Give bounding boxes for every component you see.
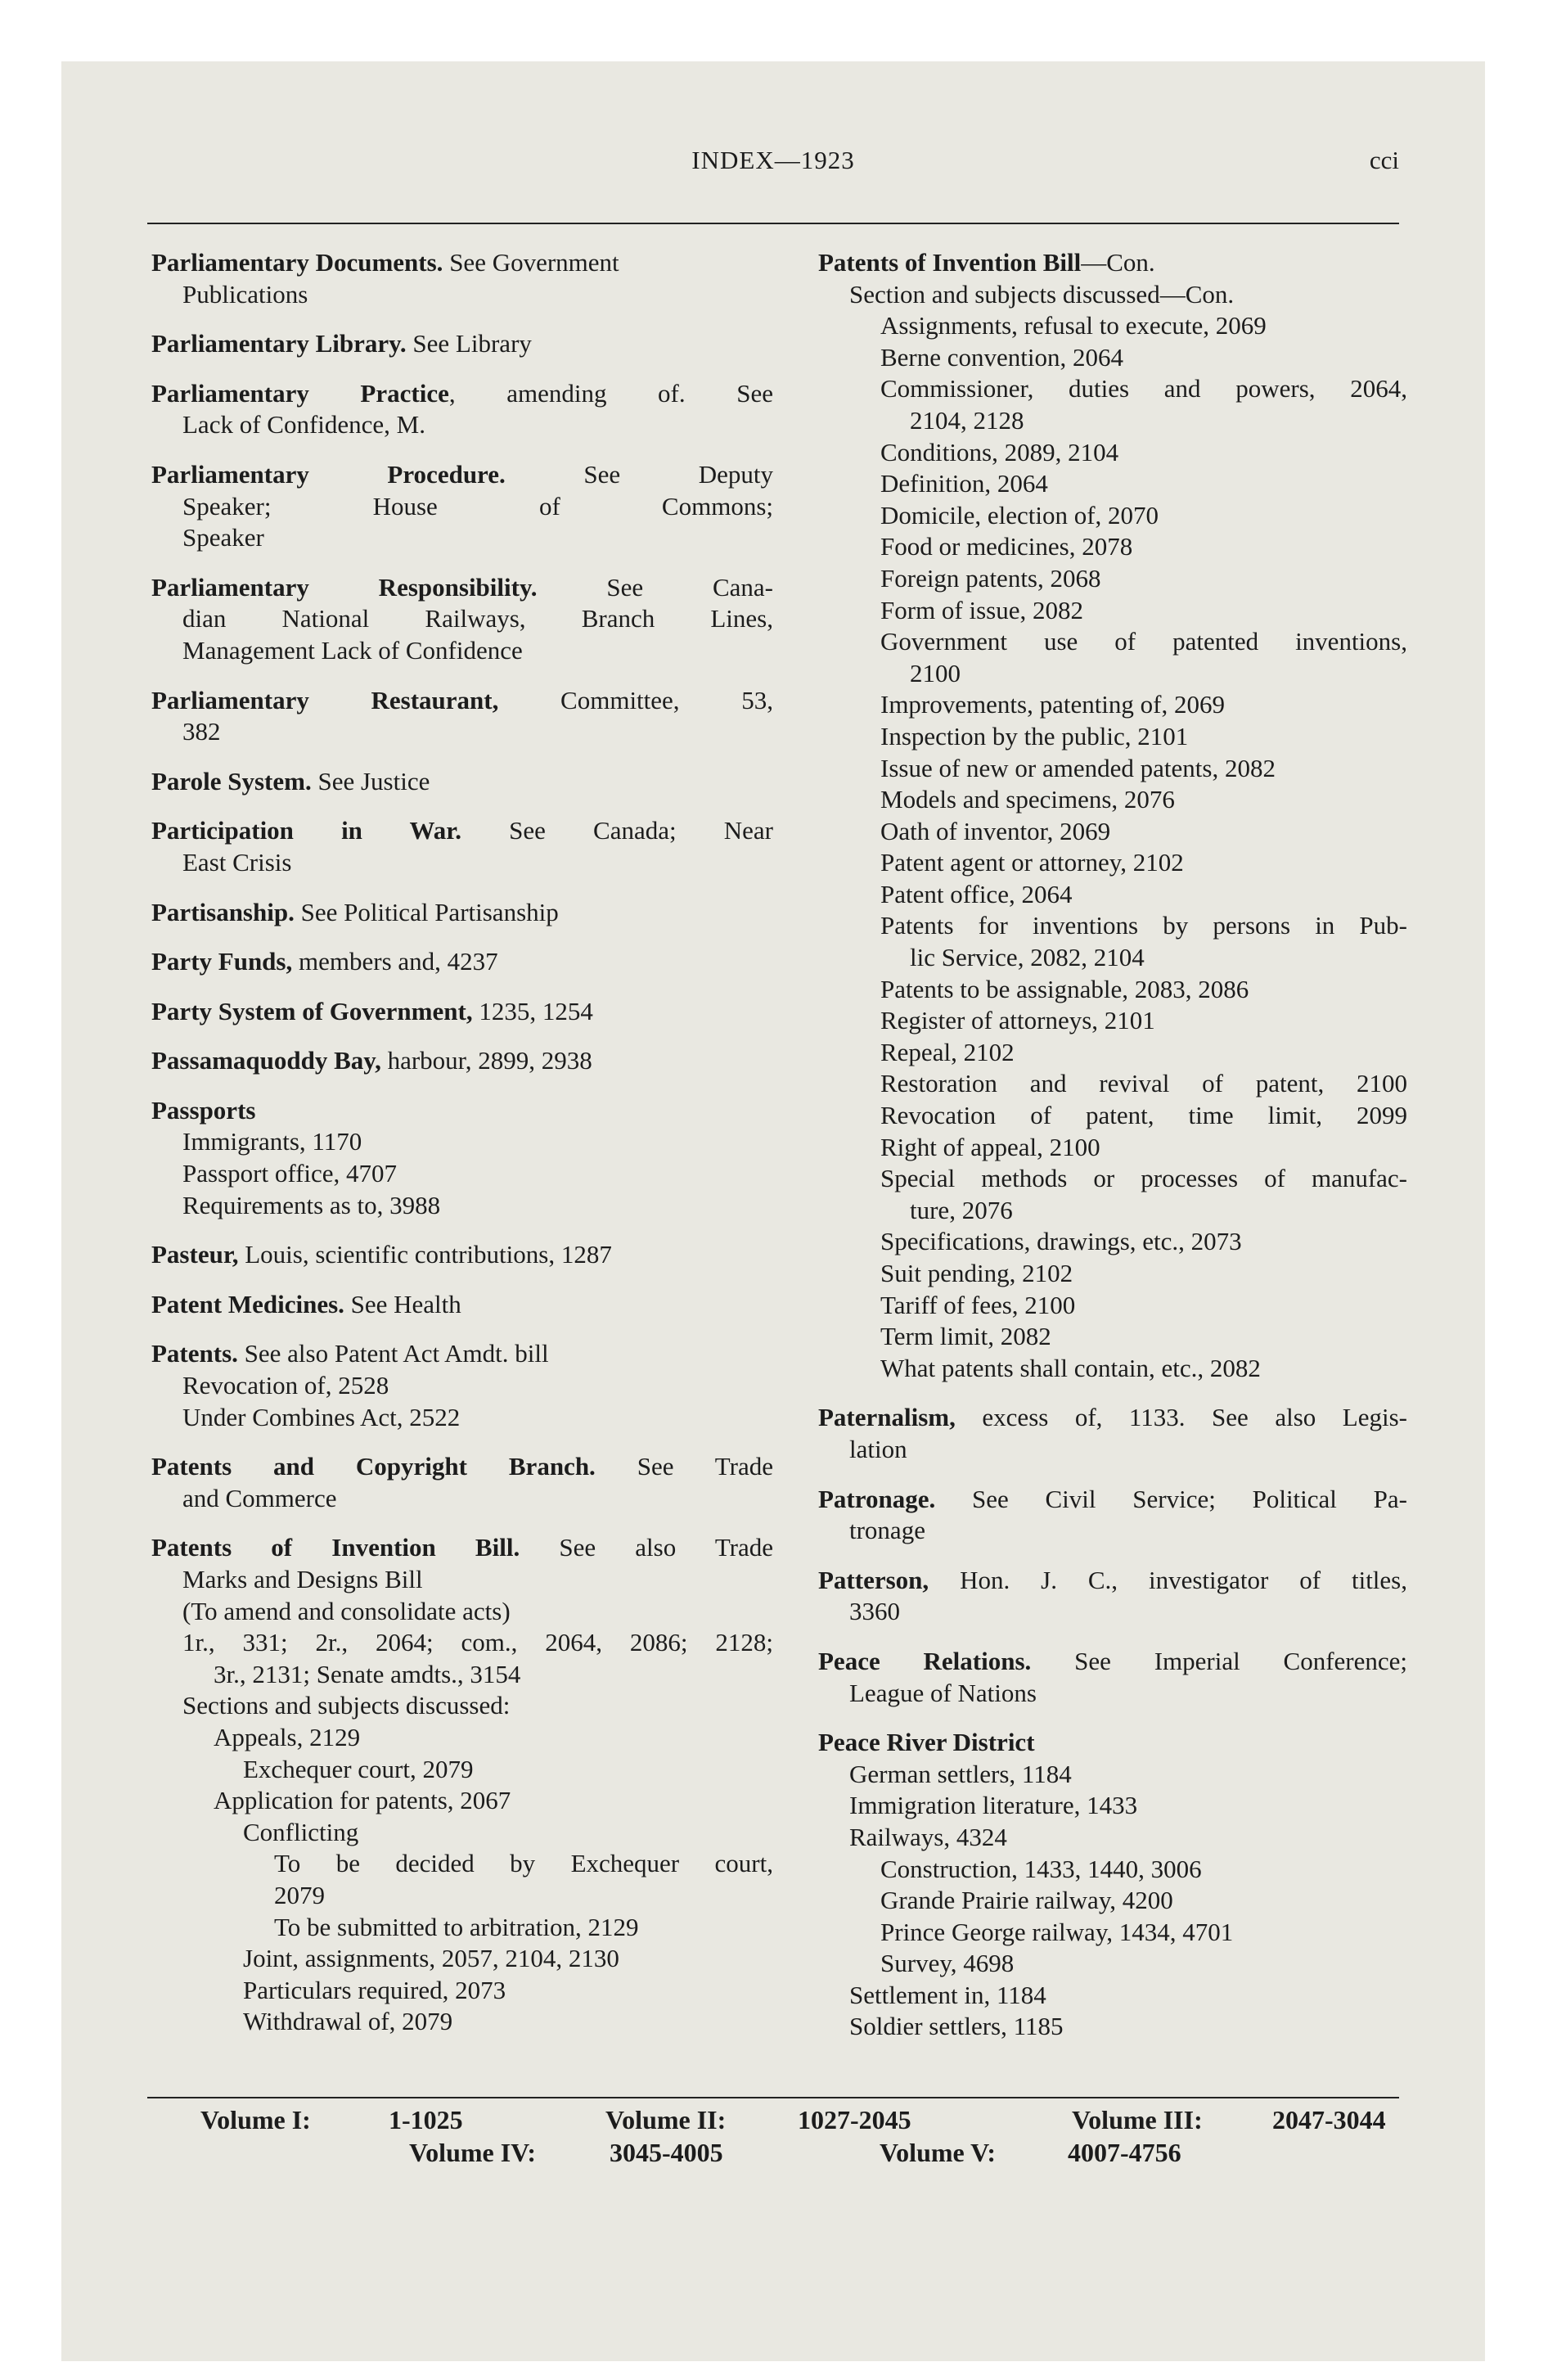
sub-entry-line: To be decided by Exchequer court,	[274, 1849, 773, 1878]
entry-heading: Peace Relations.	[818, 1646, 1032, 1675]
sub-entry-line: Marks and Designs Bill	[182, 1565, 423, 1593]
index-entry	[151, 1289, 773, 1321]
sub-entry-line: Withdrawal of, 2079	[243, 2007, 453, 2036]
volume-4-label: Volume IV:	[409, 2138, 536, 2167]
index-entry	[151, 1045, 773, 1077]
sub-entry-line: Patent agent or attorney, 2102	[880, 848, 1184, 877]
sub-entry-line: Commissioner, duties and powers, 2064,	[880, 374, 1407, 403]
sub-entry-line: Sections and subjects discussed:	[182, 1691, 511, 1720]
entry-heading-line	[151, 247, 773, 279]
sub-entry-line: lation	[849, 1434, 907, 1463]
left-column	[151, 247, 773, 2056]
sub-entry-line: Repeal, 2102	[880, 1037, 1015, 1066]
sub-entry-line: and Commerce	[182, 1483, 337, 1512]
page-header	[147, 146, 1399, 187]
sub-entry-line: Grande Prairie railway, 4200	[880, 1886, 1173, 1915]
volume-3-label: Volume III:	[1072, 2105, 1203, 2134]
entry-heading-line	[818, 1402, 1407, 1434]
sub-entry-line: Oath of inventor, 2069	[880, 816, 1111, 845]
entry-heading: Partisanship.	[151, 897, 295, 926]
volume-5-label: Volume V:	[880, 2138, 996, 2167]
sub-entry-line: Tariff of fees, 2100	[880, 1290, 1076, 1319]
entry-heading: Party System of Government,	[151, 996, 473, 1025]
sub-entry-line: Speaker	[182, 523, 264, 552]
index-entry	[151, 572, 773, 667]
entry-reference: See also Trade	[520, 1533, 774, 1562]
entry-heading: Patterson,	[818, 1565, 929, 1594]
entry-reference: , amending of. See	[448, 378, 773, 408]
entry-heading: Patents and Copyright Branch.	[151, 1452, 596, 1481]
entry-reference: 1235, 1254	[472, 996, 593, 1025]
sub-entry-line: Application for patents, 2067	[214, 1786, 511, 1815]
entry-reference: See Canada; Near	[461, 816, 773, 845]
entry-heading: Party Funds,	[151, 947, 293, 976]
sub-entry-line: Construction, 1433, 1440, 3006	[880, 1854, 1202, 1883]
entry-reference: See also Patent Act Amdt. bill	[237, 1339, 549, 1368]
entry-heading-line	[151, 766, 773, 798]
index-entry	[151, 1532, 773, 2038]
entry-heading: Patents of Invention Bill.	[151, 1533, 520, 1562]
sub-entry-line: Immigration literature, 1433	[849, 1791, 1138, 1820]
sub-entry-line: Berne convention, 2064	[880, 342, 1124, 372]
entry-reference: Hon. J. C., investigator of titles,	[929, 1565, 1407, 1594]
entry-heading: Patronage.	[818, 1484, 936, 1513]
entry-reference: See Civil Service; Political Pa-	[935, 1484, 1407, 1513]
entry-heading: Patents.	[151, 1339, 238, 1368]
sub-entry-line: 382	[182, 717, 221, 746]
entry-reference: See Trade	[595, 1452, 773, 1481]
entry-heading: Parole System.	[151, 766, 312, 796]
entry-heading-line	[151, 1451, 773, 1483]
entry-reference: —Con.	[1081, 248, 1155, 277]
entry-heading-line	[151, 459, 773, 491]
sub-entry-line: German settlers, 1184	[849, 1759, 1072, 1788]
entry-heading: Parliamentary Procedure.	[151, 459, 506, 489]
entry-reference: See Imperial Conference;	[1031, 1646, 1407, 1675]
entry-heading-line	[151, 815, 773, 847]
index-entry	[151, 459, 773, 554]
sub-entry-line: Passport office, 4707	[182, 1159, 398, 1188]
index-entry	[151, 1338, 773, 1433]
sub-entry-line: Management Lack of Confidence	[182, 635, 523, 665]
sub-entry-line: Conflicting	[243, 1817, 359, 1846]
entry-reference: See Deputy	[505, 459, 773, 489]
index-entry	[151, 1451, 773, 1514]
entry-reference: See Cana-	[537, 572, 773, 602]
header-rule	[147, 223, 1399, 224]
entry-reference: See Political Partisanship	[294, 897, 559, 926]
sub-entry-line: Definition, 2064	[880, 469, 1048, 498]
sub-entry-line: 2079	[274, 1880, 325, 1909]
sub-entry-line: 3r., 2131; Senate amdts., 3154	[214, 1659, 521, 1688]
footer-rule	[147, 2097, 1399, 2098]
index-entry	[151, 996, 773, 1028]
sub-entry-line: Government use of patented inventions,	[880, 627, 1407, 656]
sub-entry-line: 2104, 2128	[910, 405, 1024, 435]
sub-entry-line: Revocation of patent, time limit, 2099	[880, 1101, 1407, 1130]
entry-heading-line	[151, 1338, 773, 1370]
entry-reference: Committee, 53,	[498, 685, 773, 714]
sub-entry-line: dian National Railways, Branch Lines,	[182, 604, 773, 633]
entry-heading-line	[151, 378, 773, 410]
entry-heading: Pasteur,	[151, 1240, 239, 1269]
sub-entry-line: Requirements as to, 3988	[182, 1190, 441, 1219]
index-entry	[818, 1646, 1407, 1709]
volume-4-range: 3045-4005	[610, 2138, 723, 2167]
index-entry	[818, 1484, 1407, 1547]
sub-entry-line: Railways, 4324	[849, 1822, 1007, 1851]
sub-entry-line: Inspection by the public, 2101	[880, 721, 1189, 751]
entry-heading-line	[818, 247, 1407, 279]
entry-heading: Passamaquoddy Bay,	[151, 1046, 381, 1075]
sub-entry-line: To be submitted to arbitration, 2129	[274, 1912, 639, 1941]
sub-entry-line: Issue of new or amended patents, 2082	[880, 753, 1276, 782]
page-number: cci	[1369, 146, 1399, 174]
entry-reference: See Library	[406, 329, 532, 358]
sub-entry-line: East Crisis	[182, 847, 292, 877]
sub-entry-line: Conditions, 2089, 2104	[880, 437, 1119, 467]
sub-entry-line: Right of appeal, 2100	[880, 1132, 1100, 1161]
entry-heading-line	[151, 946, 773, 978]
sub-entry-line: Restoration and revival of patent, 2100	[880, 1069, 1407, 1098]
entry-heading: Patents of Invention Bill	[818, 248, 1082, 277]
volume-2-label: Volume II:	[605, 2105, 727, 2134]
index-entry	[151, 247, 773, 310]
sub-entry-line: What patents shall contain, etc., 2082	[880, 1353, 1261, 1382]
sub-entry-line: Term limit, 2082	[880, 1322, 1051, 1351]
index-entry	[151, 1239, 773, 1271]
entry-heading: Parliamentary Restaurant,	[151, 685, 499, 714]
sub-entry-line: Prince George railway, 1434, 4701	[880, 1917, 1234, 1946]
entry-heading: Parliamentary Practice	[151, 378, 449, 408]
sub-entry-line: 3360	[849, 1597, 900, 1626]
index-entry	[151, 378, 773, 441]
entry-heading: Parliamentary Responsibility.	[151, 572, 538, 602]
sub-entry-line: Patents for inventions by persons in Pub-	[880, 911, 1407, 940]
volume-1-range: 1-1025	[389, 2105, 463, 2134]
sub-entry-line: Survey, 4698	[880, 1949, 1015, 1978]
volume-3-range: 2047-3044	[1272, 2105, 1386, 2134]
index-entry	[151, 766, 773, 798]
sub-entry-line: Settlement in, 1184	[849, 1980, 1046, 2009]
entry-heading-line	[151, 1289, 773, 1321]
entry-reference: members and, 4237	[292, 947, 498, 976]
entry-heading: Parliamentary Documents.	[151, 248, 443, 277]
sub-entry-line: Particulars required, 2073	[243, 1975, 506, 2004]
sub-entry-line: League of Nations	[849, 1678, 1037, 1707]
entry-heading: Patent Medicines.	[151, 1289, 344, 1318]
sub-entry-line: Section and subjects discussed—Con.	[849, 279, 1235, 309]
sub-entry-line: Foreign patents, 2068	[880, 563, 1101, 593]
entry-heading-line	[818, 1484, 1407, 1516]
sub-entry-line: Improvements, patenting of, 2069	[880, 690, 1225, 719]
index-entry	[818, 1727, 1407, 2043]
index-entry	[818, 247, 1407, 1384]
sub-entry-line: (To amend and consolidate acts)	[182, 1596, 511, 1625]
sub-entry-line: Soldier settlers, 1185	[849, 2012, 1064, 2041]
entry-reference: harbour, 2899, 2938	[380, 1046, 592, 1075]
entry-heading: Participation in War.	[151, 816, 461, 845]
sub-entry-line: Patent office, 2064	[880, 879, 1073, 908]
index-entry	[151, 685, 773, 748]
sub-entry-line: 2100	[910, 658, 961, 687]
right-column	[818, 247, 1407, 2061]
entry-heading-line	[151, 328, 773, 360]
entry-reference: See Justice	[311, 766, 430, 796]
sub-entry-line: 1r., 331; 2r., 2064; com., 2064, 2086; 2128;	[182, 1628, 773, 1657]
entry-heading: Paternalism,	[818, 1403, 956, 1432]
index-title: INDEX—1923	[691, 146, 855, 174]
sub-entry-line: Publications	[182, 279, 308, 309]
sub-entry-line: Exchequer court, 2079	[243, 1754, 474, 1783]
sub-entry-line: Register of attorneys, 2101	[880, 1006, 1155, 1035]
index-entry	[151, 1095, 773, 1221]
entry-heading: Peace River District	[818, 1728, 1035, 1757]
entry-heading-line	[151, 897, 773, 929]
sub-entry-line: Speaker; House of Commons;	[182, 491, 773, 521]
sub-entry-line: Patents to be assignable, 2083, 2086	[880, 974, 1249, 1003]
entry-heading: Passports	[151, 1095, 256, 1125]
entry-reference: See Government	[443, 248, 619, 277]
sub-entry-line: Specifications, drawings, etc., 2073	[880, 1227, 1242, 1256]
sub-entry-line: ture, 2076	[910, 1195, 1013, 1224]
sub-entry-line: tronage	[849, 1516, 925, 1545]
index-entry	[818, 1565, 1407, 1628]
sub-entry-line: lic Service, 2082, 2104	[910, 943, 1145, 972]
entry-heading-line	[151, 996, 773, 1028]
sub-entry-line: Joint, assignments, 2057, 2104, 2130	[243, 1944, 619, 1973]
sub-entry-line: Appeals, 2129	[214, 1722, 361, 1751]
entry-heading-line	[151, 685, 773, 717]
entry-heading-line	[151, 1045, 773, 1077]
index-entry	[151, 328, 773, 360]
sub-entry-line: Domicile, election of, 2070	[880, 500, 1159, 530]
sub-entry-line: Immigrants, 1170	[182, 1127, 362, 1156]
volume-1-label: Volume I:	[200, 2105, 311, 2134]
sub-entry-line: Models and specimens, 2076	[880, 785, 1175, 814]
sub-entry-line: Food or medicines, 2078	[880, 532, 1133, 561]
entry-reference: See Health	[344, 1289, 461, 1318]
volume-2-range: 1027-2045	[798, 2105, 911, 2134]
volume-5-range: 4007-4756	[1068, 2138, 1181, 2167]
entry-heading-line	[151, 572, 773, 604]
entry-heading-line	[818, 1727, 1407, 1759]
sub-entry-line: Revocation of, 2528	[182, 1371, 389, 1400]
index-entry	[151, 815, 773, 878]
sub-entry-line: Assignments, refusal to execute, 2069	[880, 311, 1267, 340]
sub-entry-line: Lack of Confidence, M.	[182, 410, 425, 439]
sub-entry-line: Under Combines Act, 2522	[182, 1402, 461, 1431]
entry-heading-line	[151, 1095, 773, 1127]
index-entry	[151, 946, 773, 978]
entry-heading-line	[151, 1532, 773, 1564]
entry-reference: Louis, scientific contributions, 1287	[238, 1240, 612, 1269]
entry-heading-line	[818, 1565, 1407, 1597]
entry-heading-line	[818, 1646, 1407, 1678]
entry-heading: Parliamentary Library.	[151, 329, 407, 358]
index-entry	[818, 1402, 1407, 1465]
entry-reference: excess of, 1133. See also Legis-	[955, 1403, 1407, 1432]
sub-entry-line: Special methods or processes of manufac-	[880, 1164, 1407, 1193]
index-entry	[151, 897, 773, 929]
sub-entry-line: Suit pending, 2102	[880, 1259, 1073, 1287]
sub-entry-line: Form of issue, 2082	[880, 595, 1083, 624]
entry-heading-line	[151, 1239, 773, 1271]
